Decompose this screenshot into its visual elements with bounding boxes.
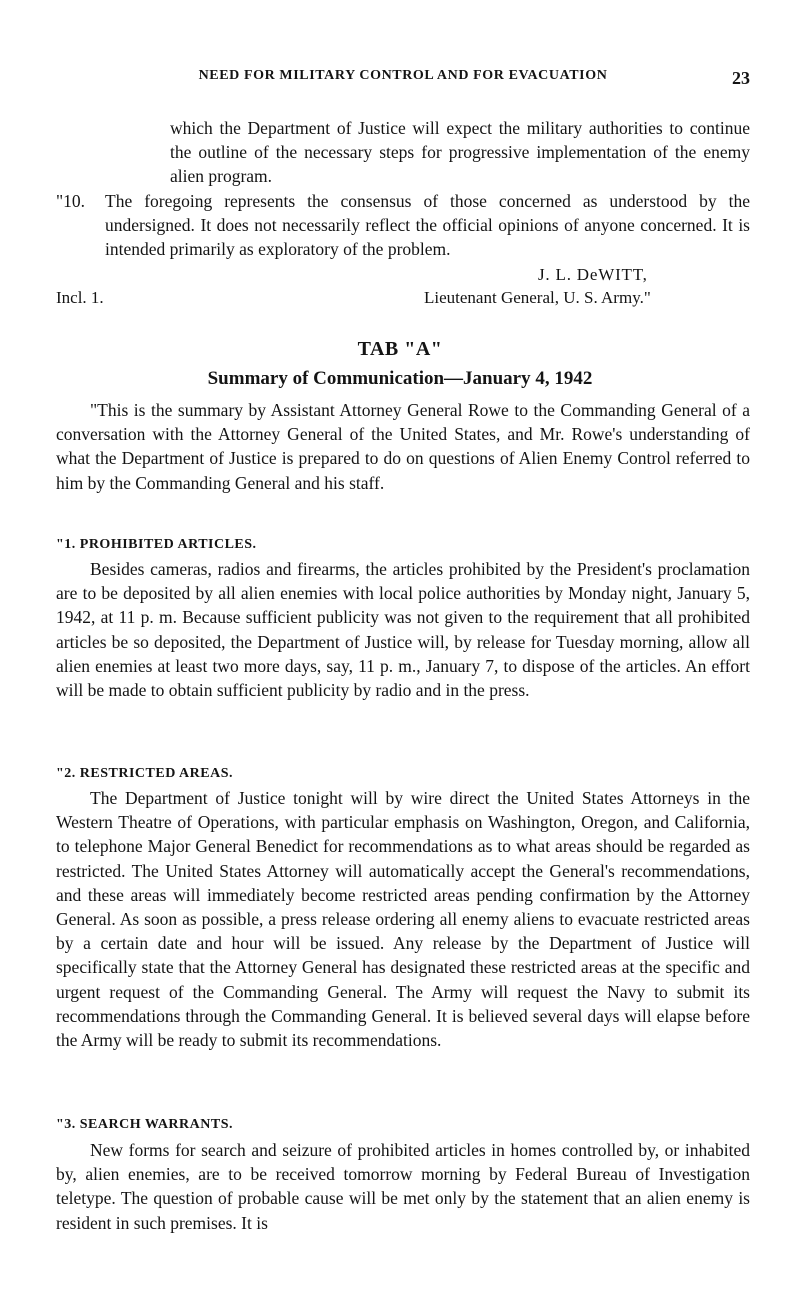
running-head (56, 68, 750, 92)
continuation-paragraph: which the Department of Justice will expect the military authorities to continue the outline of the necessary steps for progressive implementation of the enemy alien program. (170, 118, 750, 187)
section-text-search-warrants: New forms for search and seizure of prohibited articles in homes controlled by, or inhabited by, alien enemies, are to be received tomorrow morning by Federal Bureau of Investigation teletype. The question of probable cause will be met only by the statement that an alien enemy is resident in such premises. It is (56, 1140, 750, 1233)
section-heading-prohibited-articles: "1. PROHIBITED ARTICLES. (56, 537, 257, 552)
signature-rank: Lieutenant General, U. S. Army." (424, 288, 651, 307)
running-title: NEED FOR MILITARY CONTROL AND FOR EVACUATION (198, 68, 608, 83)
inclosure-note: Incl. 1. (56, 288, 104, 307)
section-heading-search-warrants: "3. SEARCH WARRANTS. (56, 1117, 233, 1132)
section-text-prohibited-articles: Besides cameras, radios and firearms, the articles prohibited by the President's proclamation are to be deposited by all alien enemies with local police authorities by Monday night, January 5, 1942, at 11 p. m. Because sufficient publicity was not given to the requirement that all prohibited articles be so deposited, the Department of Justice will, by release for Tuesday morning, allow all alien enemies at least two more days, say, 11 p. m., January 7, to dispose of the articles. An effort will be made to obtain sufficient publicity by radio and in the press. (56, 559, 750, 701)
section-text-restricted-areas: The Department of Justice tonight will by wire direct the United States Attorneys in the Western Theatre of Operations, with particular emphasis on Washington, Oregon, and California, to telephone Major General Benedict for recommendations as to what areas should be regarded as restricted. The United States Attorney will automatically accept the General's recommendations, and these areas will immediately become restricted areas pending confirmation by the Attorney General. As soon as possible, a press release ordering all enemy aliens to evacuate restricted areas by a certain date and hour will be issued. Any release by the Department of Justice will specifically state that the Attorney General has designated these restricted areas at the specific and urgent request of the Commanding General. The Army will request the Navy to submit its recommendations through the Commanding General. It is believed several days will elapse before the Army will be ready to submit its recommendations. (56, 788, 750, 1051)
section-heading-restricted-areas: "2. RESTRICTED AREAS. (56, 766, 233, 781)
item-10-text: The foregoing represents the consensus of those concerned as understood by the undersigned. It does not necessarily reflect the official opinions of anyone concerned. It is intended primarily as exploratory of the problem. (105, 191, 750, 260)
tab-title: TAB "A" (357, 338, 443, 360)
intro-paragraph: "This is the summary by Assistant Attorney General Rowe to the Commanding General of a conversation with the Attorney General of the United States, and Mr. Rowe's understanding of what the Department of Justice is prepared to do on questions of Alien Enemy Control referred to him by the Commanding General and his staff. (56, 400, 750, 493)
signature-name: J. L. DeWITT, (538, 265, 648, 284)
item-10-number: "10. (56, 191, 86, 211)
summary-title: Summary of Communication—January 4, 1942 (207, 368, 593, 389)
page-number: 23 (732, 68, 750, 88)
